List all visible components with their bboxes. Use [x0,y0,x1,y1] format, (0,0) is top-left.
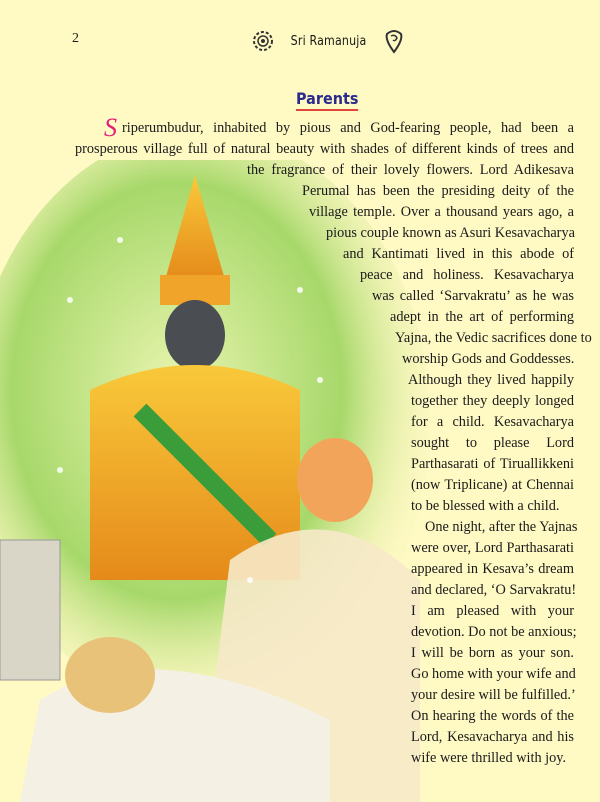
text-line: adept in the art of performing [390,309,574,325]
conch-icon [383,28,405,54]
text-line: appeared in Kesava’s dream [411,561,574,577]
text-line: On hearing the words of the [411,708,574,724]
text-line: Parthasarati of Tiruallikkeni [411,456,574,472]
text-line: and declared, ‘O Sarvakratu! [411,582,577,598]
text-line: Lord, Kesavacharya and his [411,729,574,745]
text-line: I am pleased with your [411,603,574,619]
text-line: sought to please Lord [411,435,574,451]
text-line: I will be born as your son. [411,645,574,661]
text-line: Perumal has been the presiding deity of the [302,183,574,199]
text-line: Although they lived happily [408,372,574,388]
text-line: Yajna, the Vedic sacrifices done to [395,330,592,346]
text-line: (now Triplicane) at Chennai [411,477,574,493]
text-line: Go home with your wife and [411,666,576,682]
text-line: village temple. Over a thousand years ago, a [309,204,574,220]
text-line: devotion. Do not be anxious; [411,624,577,640]
text-line: One night, after the Yajnas [425,519,578,535]
chakra-icon [252,30,274,52]
kesavacharya-head [297,438,373,522]
text-line: wife were thrilled with joy. [411,750,567,766]
chapter-title: Parents [296,90,358,111]
drop-cap: S [104,113,117,142]
deity-face [165,300,225,370]
text-line: your desire will be fulfilled.’ [411,687,576,703]
text-line: and Kantimati lived in this abode of [343,246,574,262]
text-line: together they deeply longed [411,393,574,409]
page-number: 2 [72,31,79,46]
running-header [252,28,405,54]
text-line: to be blessed with a child. [411,498,560,514]
text-line: peace and holiness. Kesavacharya [360,267,574,283]
text-line: worship Gods and Goddesses. [402,351,575,367]
running-title: Sri Ramanuja [290,33,367,49]
text-line: prosperous village full of natural beauty with shades of different kinds of trees and [75,141,574,157]
text-line: were over, Lord Parthasarati [411,540,574,556]
text-line: pious couple known as Asuri Kesavacharya [326,225,575,241]
text-line: the fragrance of their lovely flowers. Lord Adikesava [247,162,574,178]
text-line: riperumbudur, inhabited by pious and God-fearing people, had been a [122,120,574,136]
text-line: for a child. Kesavacharya [411,414,574,430]
kantimati-head [65,637,155,713]
text-line: was called ‘Sarvakratu’ as he was [372,288,574,304]
